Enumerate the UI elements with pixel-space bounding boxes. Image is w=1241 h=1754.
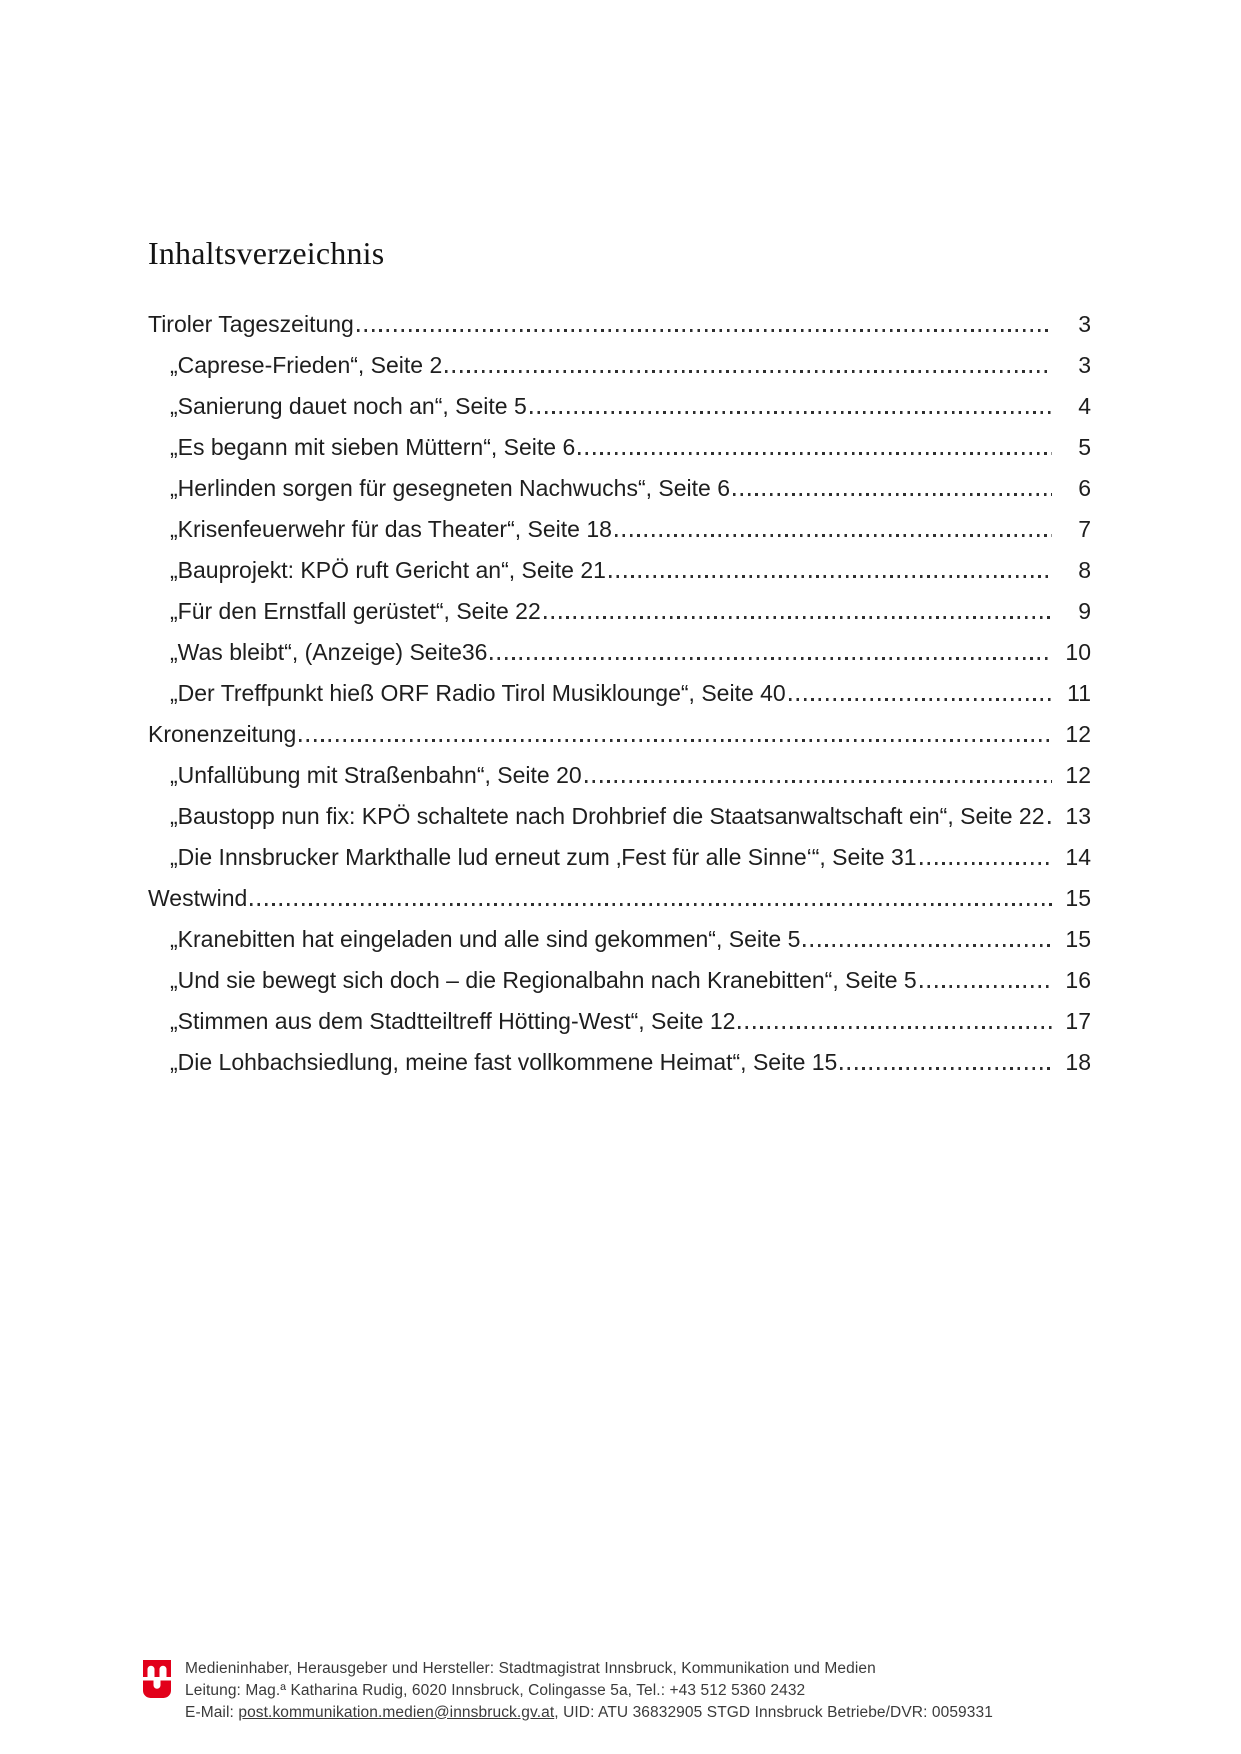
toc-entry-page-number: 8 xyxy=(1078,557,1091,583)
toc-entry[interactable] xyxy=(148,639,1091,666)
toc-entry-label: „Sanierung dauet noch an“, Seite 5 xyxy=(170,393,527,419)
toc-entry-page-number: 15 xyxy=(1065,926,1091,952)
toc-entry-label: „Für den Ernstfall gerüstet“, Seite 22 xyxy=(170,598,541,624)
toc-entry-label: „Die Lohbachsiedlung, meine fast vollkommene Heimat“, Seite 15 xyxy=(170,1049,838,1075)
toc-entry[interactable] xyxy=(148,311,1091,338)
toc-entry-page-number: 17 xyxy=(1065,1008,1091,1034)
dot-leader xyxy=(299,739,1052,742)
toc-entry-label: „Unfallübung mit Straßenbahn“, Seite 20 xyxy=(170,762,582,788)
dot-leader xyxy=(738,1026,1052,1029)
toc-entry[interactable] xyxy=(148,475,1091,502)
dot-leader xyxy=(733,493,1052,496)
toc-entry[interactable] xyxy=(148,557,1091,584)
toc-entry-label: „Herlinden sorgen für gesegneten Nachwuchs“, Seite 6 xyxy=(170,475,730,501)
toc-entry-page-number: 13 xyxy=(1065,803,1091,829)
toc-entry-page-number: 18 xyxy=(1065,1049,1091,1075)
dot-leader xyxy=(789,698,1052,701)
dot-leader xyxy=(803,944,1052,947)
dot-leader xyxy=(445,370,1052,373)
toc-entry[interactable] xyxy=(148,1049,1091,1076)
toc-entry-label: „Caprese-Frieden“, Seite 2 xyxy=(170,352,443,378)
toc-entry[interactable] xyxy=(148,434,1091,461)
dot-leader xyxy=(578,452,1052,455)
dot-leader xyxy=(840,1067,1052,1070)
toc-entry-label: „Die Innsbrucker Markthalle lud erneut zum ‚Fest für alle Sinne‘“, Seite 31 xyxy=(170,844,917,870)
toc-entry-page-number: 4 xyxy=(1078,393,1091,419)
toc-entry-page-number: 5 xyxy=(1078,434,1091,460)
toc-entry[interactable] xyxy=(148,598,1091,625)
table-of-contents xyxy=(148,311,1091,1076)
dot-leader xyxy=(544,616,1052,619)
toc-entry-label: „Es begann mit sieben Müttern“, Seite 6 xyxy=(170,434,576,460)
toc-entry[interactable] xyxy=(148,885,1091,912)
toc-entry-page-number: 9 xyxy=(1078,598,1091,624)
toc-entry-page-number: 10 xyxy=(1065,639,1091,665)
imprint-line-3-prefix: E-Mail: xyxy=(185,1703,239,1721)
toc-entry-label: „Krisenfeuerwehr für das Theater“, Seite 18 xyxy=(170,516,612,542)
toc-entry-label: Kronenzeitung xyxy=(148,721,297,747)
toc-entry-label: „Was bleibt“, (Anzeige) Seite36 xyxy=(170,639,488,665)
toc-entry-label: „Der Treffpunkt hieß ORF Radio Tirol Musiklounge“, Seite 40 xyxy=(170,680,786,706)
toc-entry-page-number: 15 xyxy=(1065,885,1091,911)
innsbruck-city-logo xyxy=(143,1660,171,1698)
dot-leader xyxy=(585,780,1052,783)
toc-entry-label: Westwind xyxy=(148,885,248,911)
toc-entry-page-number: 6 xyxy=(1078,475,1091,501)
toc-entry[interactable] xyxy=(148,352,1091,379)
dot-leader xyxy=(920,985,1052,988)
toc-entry[interactable] xyxy=(148,680,1091,707)
toc-entry-label: „Kranebitten hat eingeladen und alle sind gekommen“, Seite 5 xyxy=(170,926,801,952)
dot-leader xyxy=(357,329,1052,332)
imprint-line-1: Medieninhaber, Herausgeber und Hersteller: Stadtmagistrat Innsbruck, Kommunikation und Medien xyxy=(185,1660,876,1677)
page-title: Inhaltsverzeichnis xyxy=(148,235,385,271)
toc-entry-page-number: 3 xyxy=(1078,352,1091,378)
email-link[interactable]: post.kommunikation.medien@innsbruck.gv.at xyxy=(238,1703,555,1721)
dot-leader xyxy=(530,411,1052,414)
imprint-line-3-suffix: , UID: ATU 36832905 STGD Innsbruck Betriebe/DVR: 0059331 xyxy=(554,1703,993,1721)
toc-entry[interactable] xyxy=(148,803,1091,830)
toc-entry-label: Tiroler Tageszeitung xyxy=(148,311,354,337)
toc-entry-page-number: 16 xyxy=(1065,967,1091,993)
toc-entry-page-number: 11 xyxy=(1067,680,1091,706)
imprint-line-2: Leitung: Mag.ª Katharina Rudig, 6020 Innsbruck, Colingasse 5a, Tel.: +43 512 5360 2432 xyxy=(185,1681,806,1699)
toc-entry-page-number: 3 xyxy=(1078,311,1091,337)
toc-entry-label: „Baustopp nun fix: KPÖ schaltete nach Drohbrief die Staatsanwaltschaft ein“, Seite 22 xyxy=(170,803,1045,829)
toc-entry[interactable] xyxy=(148,762,1091,789)
dot-leader xyxy=(250,903,1052,906)
toc-entry-page-number: 12 xyxy=(1065,721,1091,747)
toc-entry[interactable] xyxy=(148,721,1091,748)
toc-entry[interactable] xyxy=(148,967,1091,994)
toc-entry[interactable] xyxy=(148,926,1091,953)
toc-entry[interactable] xyxy=(148,1008,1091,1035)
toc-entry-page-number: 7 xyxy=(1078,516,1091,542)
imprint-line-3 xyxy=(185,1702,993,1724)
dot-leader xyxy=(490,657,1052,660)
toc-entry-label: „Und sie bewegt sich doch – die Regionalbahn nach Kranebitten“, Seite 5 xyxy=(170,967,917,993)
dot-leader xyxy=(920,862,1052,865)
toc-content xyxy=(148,0,1091,1090)
dot-leader xyxy=(609,575,1052,578)
toc-entry-label: „Bauprojekt: KPÖ ruft Gericht an“, Seite 21 xyxy=(170,557,606,583)
toc-entry-label: „Stimmen aus dem Stadtteiltreff Hötting-West“, Seite 12 xyxy=(170,1008,736,1034)
dot-leader xyxy=(1048,821,1053,824)
toc-entry[interactable] xyxy=(148,393,1091,420)
toc-entry[interactable] xyxy=(148,516,1091,543)
footer-imprint xyxy=(143,1658,993,1723)
imprint-text xyxy=(185,1658,993,1723)
toc-entry-page-number: 12 xyxy=(1065,762,1091,788)
dot-leader xyxy=(615,534,1052,537)
toc-entry[interactable] xyxy=(148,844,1091,871)
toc-entry-page-number: 14 xyxy=(1065,844,1091,870)
